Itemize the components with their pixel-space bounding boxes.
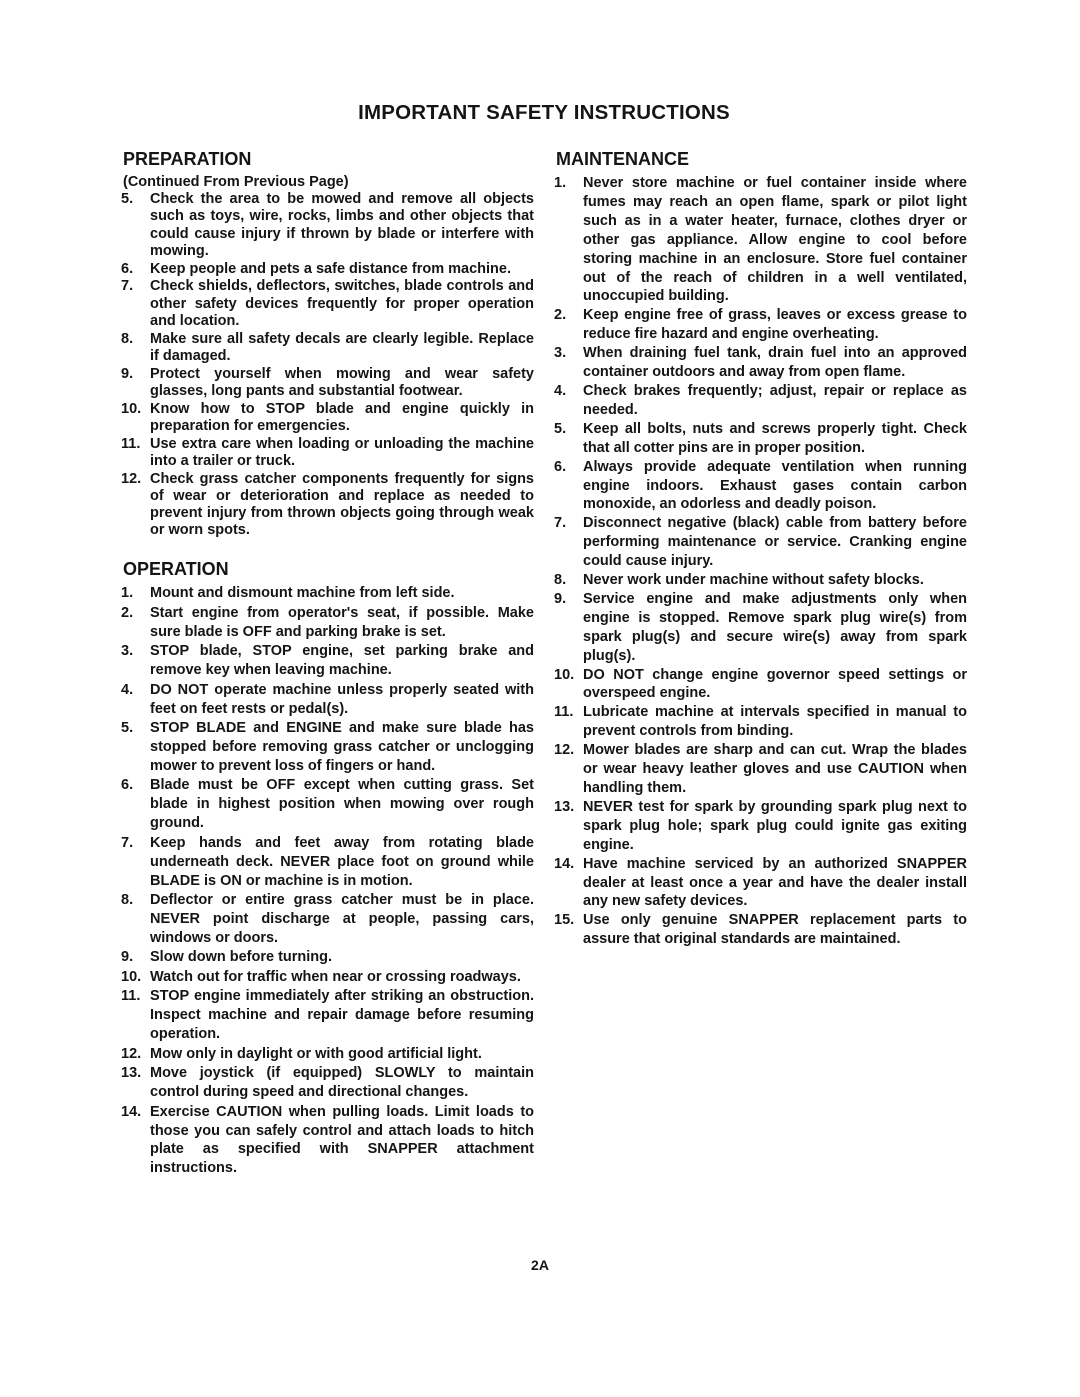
item-text: NEVER test for spark by grounding spark plug next to spark plug hole; spark plug could ignite gas exiting engine. — [583, 798, 967, 853]
item-number: 12. — [121, 470, 142, 487]
item-number: 13. — [121, 1065, 142, 1082]
maintenance-item — [554, 420, 967, 458]
item-text: DO NOT change engine governor speed settings or overspeed engine. — [583, 666, 967, 702]
item-number: 1. — [554, 175, 567, 191]
item-text: Check brakes frequently; adjust, repair or replace as needed. — [583, 382, 967, 418]
operation-item — [121, 604, 534, 642]
item-text: Make sure all safety decals are clearly legible. Replace if damaged. — [150, 330, 534, 364]
operation-heading: OPERATION — [123, 559, 229, 580]
item-text: Keep hands and feet away from rotating blade underneath deck. NEVER place foot on ground while BLADE is ON or machine is in motion. — [150, 834, 534, 889]
maintenance-item — [554, 571, 967, 590]
item-number: 7. — [121, 834, 134, 851]
maintenance-heading: MAINTENANCE — [556, 149, 689, 169]
item-text: Mow only in daylight or with good artificial light. — [150, 1045, 482, 1062]
left-column — [121, 147, 534, 1179]
item-text: Check shields, deflectors, switches, blade controls and other safety devices frequently for proper operation and location. — [150, 278, 534, 329]
item-number: 5. — [121, 191, 134, 208]
item-text: Check grass catcher components frequently for signs of wear or deterioration and replace as needed to prevent injury from thrown objects going through weak or worn spots. — [150, 470, 534, 539]
continued-note: (Continued From Previous Page) — [123, 174, 349, 190]
item-number: 5. — [554, 420, 567, 437]
item-text: Protect yourself when mowing and wear safety glasses, long pants and substantial footwear. — [150, 365, 534, 399]
item-text: STOP blade, STOP engine, set parking brake and remove key when leaving machine. — [150, 643, 534, 679]
item-text: Move joystick (if equipped) SLOWLY to maintain control during speed and directional changes. — [150, 1065, 534, 1101]
operation-item — [121, 987, 534, 1044]
item-text: Always provide adequate ventilation when running engine indoors. Exhaust gases contain carbon monoxide, an odorless and deadly poison. — [583, 458, 967, 513]
preparation-item — [121, 278, 534, 330]
operation-item — [121, 584, 534, 603]
item-text: Blade must be OFF except when cutting grass. Set blade in highest position when mowing over rough ground. — [150, 777, 534, 832]
maintenance-item — [554, 590, 967, 666]
item-number: 15. — [554, 912, 575, 929]
maintenance-item — [554, 458, 967, 515]
item-number: 2. — [121, 604, 134, 621]
item-text: Have machine serviced by an authorized SNAPPER dealer at least once a year and have the dealer install any new safety devices. — [583, 855, 967, 910]
maintenance-item — [554, 174, 967, 306]
item-number: 10. — [554, 666, 575, 683]
maintenance-item — [554, 382, 967, 420]
item-number: 10. — [121, 400, 142, 417]
item-number: 7. — [121, 278, 134, 295]
item-number: 10. — [121, 968, 142, 985]
item-number: 14. — [554, 855, 575, 872]
operation-item — [121, 776, 534, 833]
preparation-item — [121, 471, 534, 540]
item-text: Check the area to be mowed and remove all objects such as toys, wire, rocks, limbs and other objects that could cause injury if thrown by blade or interfere with mowing. — [150, 191, 534, 259]
item-text: Use only genuine SNAPPER replacement parts to assure that original standards are maintained. — [583, 912, 967, 948]
item-text: Deflector or entire grass catcher must be in place. NEVER point discharge at people, passing cars, windows or doors. — [150, 892, 534, 946]
item-number: 5. — [121, 720, 134, 737]
item-text: Never store machine or fuel container inside where fumes may reach an open flame, spark or pilot light such as in a water heater, furnace, clothes dryer or other gas appliance. Allow engine to cool before storing machine in an enclosure. Store fuel container out of the reach of children in a well ventilated, unoccupied building. — [583, 175, 967, 305]
page-number: 2A — [531, 1257, 549, 1273]
item-number: 14. — [121, 1103, 142, 1120]
preparation-heading: PREPARATION — [123, 149, 252, 169]
item-number: 3. — [121, 643, 134, 660]
right-column — [554, 147, 967, 949]
item-text: STOP engine immediately after striking an obstruction. Inspect machine and repair damage before resuming operation. — [150, 988, 534, 1043]
item-text: Exercise CAUTION when pulling loads. Limit loads to those you can safely control and attach loads to hitch plate as specified with SNAPPER attachment instructions. — [150, 1103, 534, 1177]
item-number: 8. — [554, 572, 567, 589]
item-number: 8. — [121, 330, 134, 347]
item-number: 12. — [554, 742, 575, 759]
item-number: 7. — [554, 515, 567, 532]
maintenance-list — [554, 174, 967, 949]
operation-section — [121, 557, 534, 1178]
maintenance-item — [554, 306, 967, 344]
operation-item — [121, 1045, 534, 1064]
item-text: Know how to STOP blade and engine quickly in preparation for emergencies. — [150, 400, 534, 434]
item-number: 9. — [121, 365, 134, 382]
operation-item — [121, 891, 534, 948]
item-text: Slow down before turning. — [150, 949, 333, 966]
item-number: 4. — [554, 382, 567, 399]
item-text: Mount and dismount machine from left side. — [150, 585, 455, 602]
preparation-list — [121, 191, 534, 539]
operation-item — [121, 642, 534, 680]
item-number: 6. — [554, 458, 567, 475]
item-number: 9. — [121, 949, 134, 966]
maintenance-item — [554, 798, 967, 855]
operation-item — [121, 719, 534, 776]
operation-item — [121, 968, 534, 987]
operation-item — [121, 1103, 534, 1179]
item-text: Disconnect negative (black) cable from battery before performing maintenance or service. Cranking engine could cause injury. — [583, 515, 967, 570]
maintenance-item — [554, 741, 967, 798]
item-number: 11. — [554, 704, 574, 721]
item-text: DO NOT operate machine unless properly seated with feet on feet rests or pedal(s). — [150, 681, 534, 717]
item-text: Never work under machine without safety blocks. — [583, 572, 924, 589]
maintenance-item — [554, 514, 967, 571]
item-text: When draining fuel tank, drain fuel into an approved container outdoors and away from open flame. — [583, 345, 967, 381]
preparation-item — [121, 191, 534, 260]
operation-item — [121, 948, 534, 967]
item-text: STOP BLADE and ENGINE and make sure blade has stopped before removing grass catcher or unclogging mower to prevent loss of fingers or hand. — [150, 720, 534, 774]
item-number: 6. — [121, 260, 134, 277]
item-number: 6. — [121, 777, 134, 794]
item-text: Keep all bolts, nuts and screws properly tight. Check that all cotter pins are in proper position. — [583, 420, 967, 456]
page-title: IMPORTANT SAFETY INSTRUCTIONS — [358, 101, 730, 124]
operation-item — [121, 681, 534, 719]
item-text: Keep people and pets a safe distance from machine. — [150, 260, 511, 277]
maintenance-item — [554, 911, 967, 949]
item-text: Service engine and make adjustments only when engine is stopped. Remove spark plug wire(s) from spark plug(s) and secure wire(s) away from spark plug(s). — [583, 590, 967, 664]
preparation-item — [121, 261, 534, 278]
maintenance-item — [554, 855, 967, 912]
item-number: 1. — [121, 585, 134, 602]
preparation-item — [121, 366, 534, 400]
operation-item — [121, 1064, 534, 1102]
item-text: Mower blades are sharp and can cut. Wrap the blades or wear heavy leather gloves and use CAUTION when handling them. — [583, 742, 967, 796]
item-number: 11. — [121, 988, 141, 1005]
item-text: Keep engine free of grass, leaves or excess grease to reduce fire hazard and engine overheating. — [583, 307, 967, 343]
item-text: Use extra care when loading or unloading the machine into a trailer or truck. — [150, 435, 534, 469]
maintenance-item — [554, 666, 967, 704]
item-number: 8. — [121, 892, 134, 909]
preparation-item — [121, 401, 534, 435]
item-number: 4. — [121, 681, 134, 698]
item-number: 11. — [121, 435, 141, 452]
item-text: Start engine from operator's seat, if possible. Make sure blade is OFF and parking brake is set. — [150, 604, 534, 640]
operation-list — [121, 584, 534, 1178]
item-number: 3. — [554, 345, 567, 362]
item-number: 2. — [554, 307, 567, 324]
item-number: 9. — [554, 590, 567, 607]
item-text: Lubricate machine at intervals specified in manual to prevent controls from binding. — [583, 704, 967, 740]
preparation-item — [121, 331, 534, 365]
maintenance-item — [554, 344, 967, 382]
maintenance-section — [554, 147, 967, 949]
item-text: Watch out for traffic when near or crossing roadways. — [150, 968, 521, 985]
preparation-section — [121, 147, 534, 539]
maintenance-item — [554, 703, 967, 741]
preparation-item — [121, 436, 534, 470]
item-number: 13. — [554, 798, 575, 815]
operation-item — [121, 834, 534, 891]
item-number: 12. — [121, 1045, 142, 1062]
